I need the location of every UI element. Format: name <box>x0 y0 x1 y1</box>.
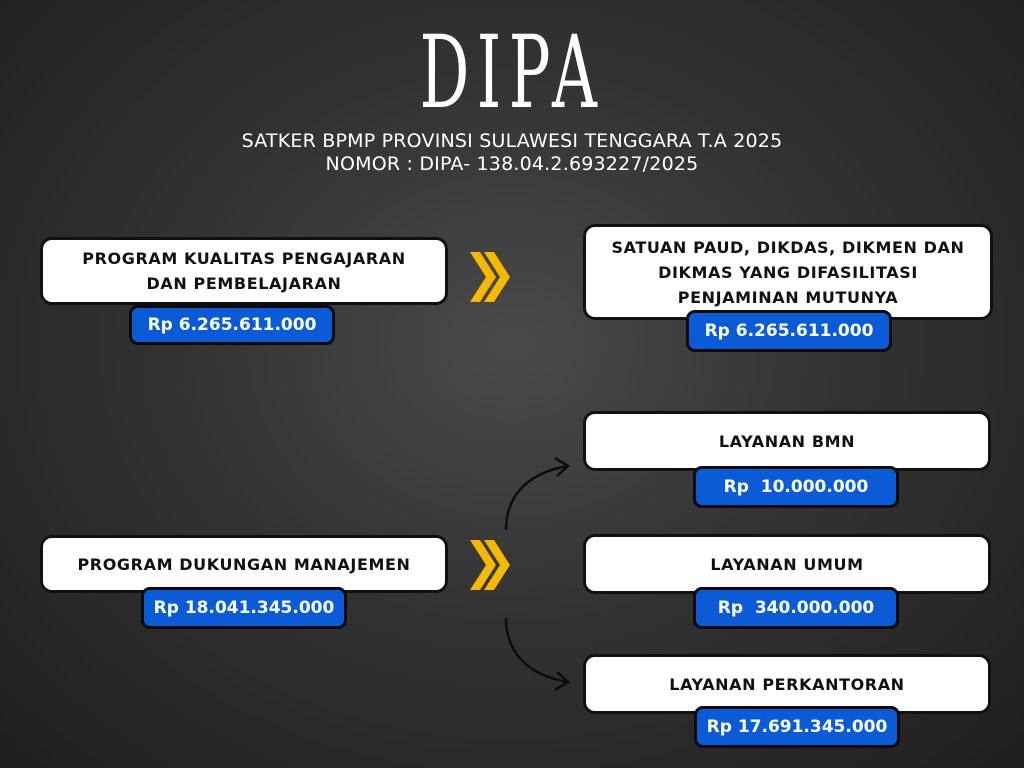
output-perkantoran-box <box>583 654 991 714</box>
subtitle-satker: SATKER BPMP PROVINSI SULAWESI TENGGARA T.A 2025 <box>241 130 783 152</box>
output-satuan-paud-label: SATUAN PAUD, DIKDAS, DIKMEN DAN DIKMAS YANG DIFASILITASI PENJAMINAN MUTUNYA <box>611 237 965 307</box>
program-kualitas-amount: Rp 6.265.611.000 <box>129 305 335 345</box>
program-dukungan-amount: Rp 18.041.345.000 <box>141 587 347 629</box>
output-perkantoran-amount: Rp 17.691.345.000 <box>694 706 900 748</box>
output-umum-amount: Rp 340.000.000 <box>693 587 899 629</box>
output-bmn-label: LAYANAN BMN <box>718 431 856 451</box>
output-satuan-paud-amount: Rp 6.265.611.000 <box>686 310 892 352</box>
output-perkantoran-label: LAYANAN PERKANTORAN <box>669 674 905 694</box>
page-title: DIPA <box>419 14 605 131</box>
output-bmn-box <box>583 411 991 471</box>
program-kualitas-label: PROGRAM KUALITAS PENGAJARAN DAN PEMBELAJARAN <box>82 249 406 293</box>
output-umum-label: LAYANAN UMUM <box>710 554 864 574</box>
subtitle-nomor: NOMOR : DIPA- 138.04.2.693227/2025 <box>325 153 699 175</box>
output-bmn-amount: Rp 10.000.000 <box>693 466 899 508</box>
program-dukungan-label: PROGRAM DUKUNGAN MANAJEMEN <box>77 554 411 574</box>
output-umum-box <box>583 534 991 594</box>
